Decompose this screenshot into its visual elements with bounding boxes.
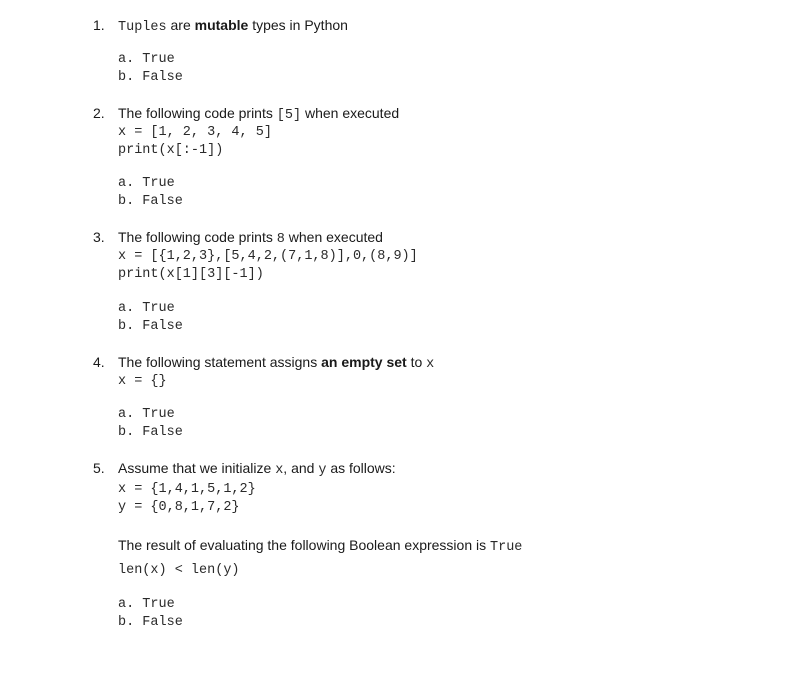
- code-line: print(x[1][3][-1]): [118, 267, 264, 282]
- option-b[interactable]: b. False: [118, 319, 183, 334]
- question-stem: The following code prints [5] when executed: [118, 105, 400, 123]
- question-number: 5.: [93, 460, 105, 476]
- code-line: x = [1, 2, 3, 4, 5]: [118, 125, 272, 140]
- inline-code: Tuples: [118, 20, 167, 35]
- inline-code: y: [318, 463, 327, 478]
- inline-code: 8: [276, 232, 285, 247]
- code-line: x = [{1,2,3},[5,4,2,(7,1,8)],0,(8,9)]: [118, 249, 418, 264]
- question-number: 3.: [93, 229, 105, 245]
- option-a[interactable]: a. True: [118, 176, 175, 191]
- option-a[interactable]: a. True: [118, 407, 175, 422]
- result-text: The result of evaluating the following Boolean expression is True: [118, 537, 523, 555]
- option-a[interactable]: a. True: [118, 301, 175, 316]
- option-b[interactable]: b. False: [118, 70, 183, 85]
- question-stem: The following code prints 8 when executed: [118, 229, 383, 247]
- question-stem: Assume that we initialize x, and y as follows:: [118, 460, 396, 478]
- question-number: 2.: [93, 105, 105, 121]
- inline-code: x: [275, 463, 284, 478]
- question-number: 4.: [93, 354, 105, 370]
- inline-code: x: [426, 357, 435, 372]
- option-b[interactable]: b. False: [118, 194, 183, 209]
- code-line: y = {0,8,1,7,2}: [118, 500, 240, 515]
- code-line: x = {}: [118, 374, 167, 389]
- option-a[interactable]: a. True: [118, 52, 175, 67]
- code-line: print(x[:-1]): [118, 143, 224, 158]
- boolean-expression: len(x) < len(y): [118, 563, 240, 578]
- question-stem: The following statement assigns an empty set to x: [118, 354, 435, 372]
- question-number: 1.: [93, 17, 105, 33]
- inline-code: [5]: [276, 108, 302, 123]
- option-b[interactable]: b. False: [118, 615, 183, 630]
- code-line: x = {1,4,1,5,1,2}: [118, 482, 256, 497]
- option-b[interactable]: b. False: [118, 425, 183, 440]
- question-stem: Tuples are mutable types in Python: [118, 17, 348, 35]
- option-a[interactable]: a. True: [118, 597, 175, 612]
- inline-code: True: [490, 540, 523, 555]
